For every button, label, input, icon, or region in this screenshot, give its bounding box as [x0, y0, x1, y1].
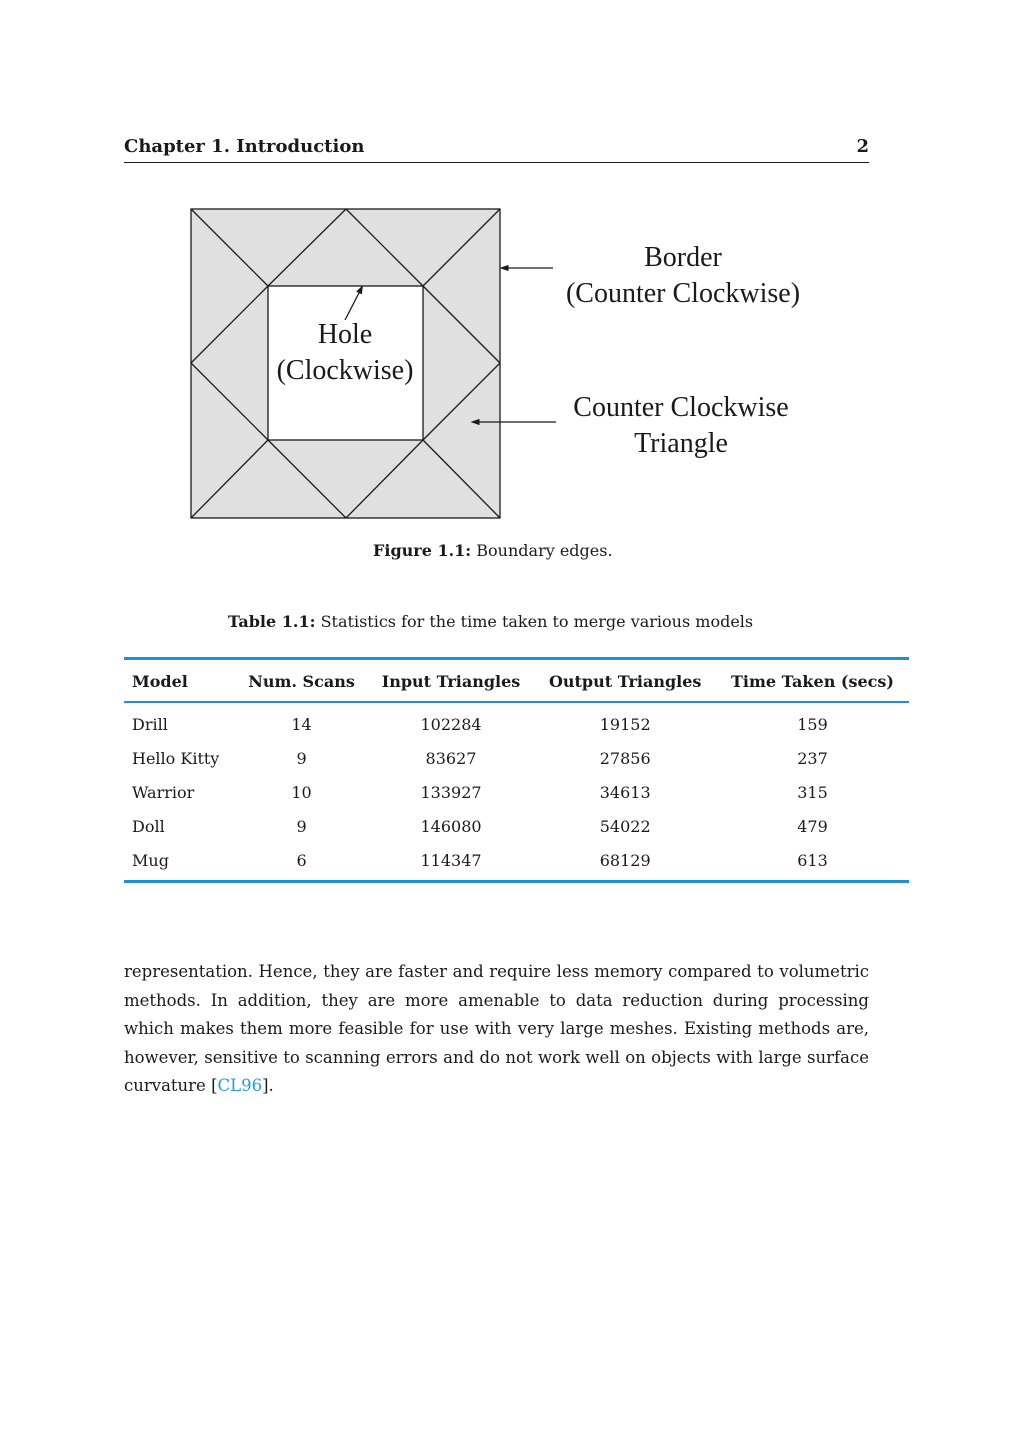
column-header-output-triangles: Output Triangles — [548, 672, 702, 691]
cell-output-triangles: 19152 — [599, 715, 651, 734]
citation-open-bracket: [ — [211, 1076, 218, 1095]
triangle-label — [560, 390, 802, 462]
cell-model: Doll — [132, 817, 165, 836]
citation-close-bracket: ]. — [262, 1076, 274, 1095]
column-header-time-taken: Time Taken (secs) — [731, 672, 894, 691]
border-label-line1: Border — [644, 242, 722, 273]
cell-time-taken: 237 — [797, 749, 828, 768]
table-row — [124, 776, 909, 810]
cell-output-triangles: 34613 — [599, 783, 651, 802]
triangle-label-line1: Counter Clockwise — [573, 392, 789, 423]
hole-label-line1: Hole — [317, 319, 373, 350]
cell-input-triangles: 114347 — [420, 851, 482, 870]
border-label — [550, 240, 816, 312]
column-header-model: Model — [132, 672, 188, 691]
cell-input-triangles: 133927 — [420, 783, 482, 802]
table-caption-label: Table 1.1: — [228, 612, 316, 631]
cell-time-taken: 613 — [797, 851, 828, 870]
table-row — [124, 810, 909, 844]
cell-input-triangles: 102284 — [420, 715, 482, 734]
figure-caption-label: Figure 1.1: — [373, 541, 472, 560]
cell-output-triangles: 54022 — [599, 817, 651, 836]
cell-time-taken: 159 — [797, 715, 828, 734]
cell-model: Hello Kitty — [132, 749, 220, 768]
table-caption — [228, 612, 753, 631]
cell-model: Drill — [132, 715, 168, 734]
citation-link-cl96[interactable]: CL96 — [217, 1076, 263, 1095]
body-paragraph — [124, 958, 869, 1101]
column-header-num-scans: Num. Scans — [248, 672, 355, 691]
cell-input-triangles: 146080 — [420, 817, 482, 836]
border-label-line2: (Counter Clockwise) — [565, 278, 801, 309]
hole-label-line2: (Clockwise) — [276, 355, 414, 386]
cell-num-scans: 14 — [291, 715, 312, 734]
cell-model: Mug — [132, 851, 169, 870]
cell-model: Warrior — [132, 783, 195, 802]
table-header-row — [124, 659, 909, 703]
cell-num-scans: 9 — [296, 817, 307, 836]
cell-input-triangles: 83627 — [425, 749, 477, 768]
table-row — [124, 742, 909, 776]
cell-output-triangles: 27856 — [599, 749, 651, 768]
chapter-title: Chapter 1. Introduction — [124, 136, 365, 157]
cell-num-scans: 6 — [296, 851, 307, 870]
column-header-input-triangles: Input Triangles — [381, 672, 521, 691]
table-row — [124, 702, 909, 742]
boundary-edges-figure — [0, 0, 1024, 560]
cell-time-taken: 315 — [797, 783, 828, 802]
figure-caption — [373, 541, 613, 560]
cell-output-triangles: 68129 — [599, 851, 651, 870]
hole-label — [270, 317, 420, 389]
statistics-table — [124, 657, 909, 883]
page-number: 2 — [856, 136, 869, 157]
table-caption-text: Statistics for the time taken to merge various models — [320, 612, 754, 631]
body-paragraph-text: representation. Hence, they are faster and require less memory compared to volumetric methods. In addition, they are more amenable to data reduction during processing which makes them more feasible for use with very large meshes. Existing methods are, however, sensitive to scanning errors and do not work well on objects with large surface curvature — [124, 962, 869, 1095]
table-row — [124, 844, 909, 882]
hole-pointer — [345, 289, 361, 320]
cell-num-scans: 10 — [291, 783, 312, 802]
cell-num-scans: 9 — [296, 749, 307, 768]
figure-caption-text: Boundary edges. — [476, 541, 613, 560]
triangle-label-line2: Triangle — [634, 428, 728, 459]
cell-time-taken: 479 — [797, 817, 828, 836]
